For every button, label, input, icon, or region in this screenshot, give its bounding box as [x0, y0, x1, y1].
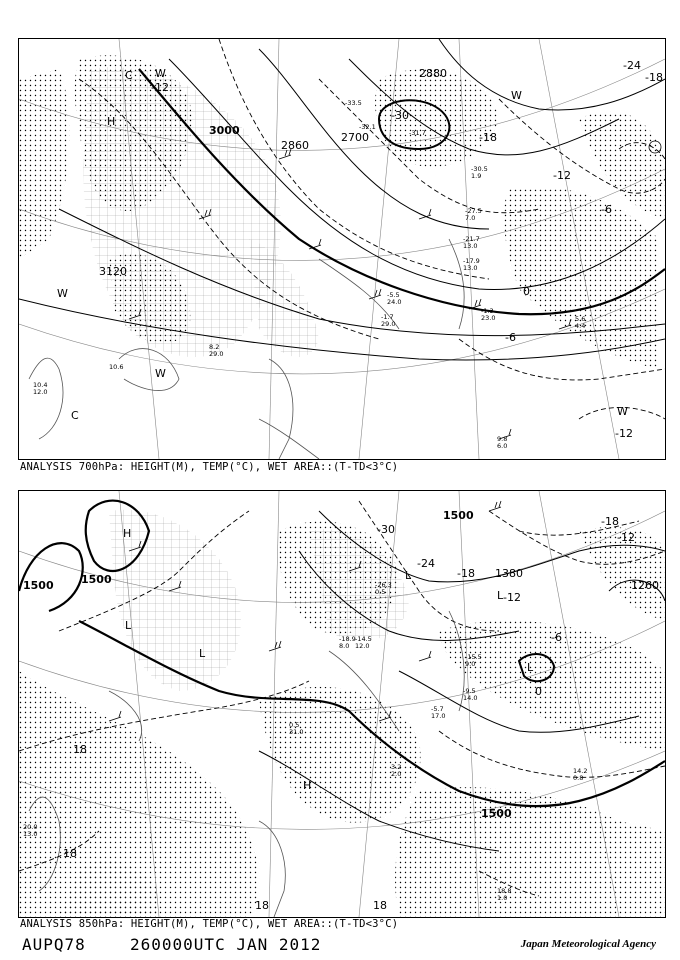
obs-value: 20.0: [23, 823, 38, 831]
obs-value: 1.9: [471, 172, 482, 180]
obs-value: 0.5: [375, 588, 386, 596]
map-700hpa-svg: [19, 39, 665, 459]
system-marker: W: [155, 67, 166, 80]
obs-value: 10.4: [33, 381, 48, 389]
height-label: 1380: [495, 567, 523, 580]
caption-700hpa: ANALYSIS 700hPa: HEIGHT(M), TEMP(°C), WET AREA::(T-TD<3°C): [20, 461, 399, 473]
temp-label: -6: [551, 631, 562, 644]
temp-label: -12: [503, 591, 521, 604]
obs-value: 13.0: [23, 830, 38, 838]
height-label: 2880: [419, 67, 447, 80]
temp-label: -12: [615, 427, 633, 440]
height-label: 2860: [281, 139, 309, 152]
temp-label: -12: [151, 81, 169, 94]
temp-label: 0: [523, 285, 530, 298]
system-marker: L: [527, 661, 534, 674]
system-marker: W: [617, 405, 628, 418]
temp-label: -18: [601, 515, 619, 528]
temp-label: -18: [645, 71, 663, 84]
system-marker: C: [71, 409, 79, 422]
system-marker: L: [497, 589, 504, 602]
system-marker: H: [303, 779, 312, 792]
obs-value: -17.9: [463, 257, 480, 265]
obs-value: -33.5: [345, 99, 362, 107]
obs-value: -26.3: [375, 581, 392, 589]
map-850hpa-svg: [19, 491, 665, 917]
temp-label: -12: [617, 531, 635, 544]
temp-label: 18: [255, 899, 269, 912]
obs-value: -27.5: [465, 207, 482, 215]
temp-label: 0: [535, 685, 542, 698]
height-label: 1500: [443, 509, 474, 522]
bulletin-code: AUPQ78: [22, 935, 86, 954]
obs-value: 13.0: [463, 242, 478, 250]
obs-value: -5.5: [387, 291, 400, 299]
obs-value: 0.5: [289, 721, 300, 729]
system-marker: L: [405, 569, 412, 582]
temp-label: -24: [417, 557, 435, 570]
obs-value: -14.5: [355, 635, 372, 643]
obs-value: 13.0: [463, 264, 478, 272]
map-panel-850hpa: [18, 490, 666, 918]
temp-label: -6: [601, 203, 612, 216]
obs-value: 17.0: [431, 712, 446, 720]
temp-label: 18: [73, 743, 87, 756]
obs-value: 4.4: [575, 322, 586, 330]
obs-value: 14.2: [573, 767, 588, 775]
height-label: 1500: [81, 573, 112, 586]
obs-value: 6.0: [497, 442, 508, 450]
obs-value: -21.7: [463, 235, 480, 243]
obs-value: 0.8: [573, 774, 584, 782]
obs-value: 9.0: [465, 660, 476, 668]
system-marker: H: [107, 115, 116, 128]
height-label: 1260: [631, 579, 659, 592]
height-label: 3120: [99, 265, 127, 278]
obs-value: -31.7: [409, 129, 426, 137]
obs-value: -30.5: [471, 165, 488, 173]
temp-label: -30: [377, 523, 395, 536]
obs-value: 29.0: [209, 350, 224, 358]
obs-value: 8.0: [339, 642, 350, 650]
temp-label: 18: [63, 847, 77, 860]
temp-label: -24: [623, 59, 641, 72]
height-label: 1500: [481, 807, 512, 820]
obs-value: 5.6: [575, 315, 586, 323]
temp-label: -30: [391, 109, 409, 122]
obs-value: 18.8: [497, 887, 512, 895]
obs-value: -5.7: [431, 705, 444, 713]
temp-label: -18: [457, 567, 475, 580]
obs-value: 3.2: [391, 763, 402, 771]
obs-value: 10.6: [109, 363, 124, 371]
system-marker: W: [511, 89, 522, 102]
obs-value: -1.3: [481, 307, 494, 315]
obs-value: 9.8: [497, 435, 508, 443]
obs-value: -9.5: [463, 687, 476, 695]
system-marker: W: [57, 287, 68, 300]
obs-value: 12.0: [355, 642, 370, 650]
temp-label: -6: [505, 331, 516, 344]
agency-name: Japan Meteorological Agency: [520, 938, 656, 950]
chart-footer: [20, 933, 660, 957]
system-marker: C: [125, 69, 133, 82]
temp-label: -12: [553, 169, 571, 182]
system-marker: W: [155, 367, 166, 380]
analysis-time: 260000UTC JAN 2012: [130, 935, 322, 954]
obs-value: 14.0: [463, 694, 478, 702]
obs-value: -32.1: [359, 123, 376, 131]
obs-value: 23.0: [481, 314, 496, 322]
system-marker: L: [125, 619, 132, 632]
obs-value: 7.0: [465, 214, 476, 222]
obs-value: 2.0: [391, 770, 402, 778]
caption-850hpa: ANALYSIS 850hPa: HEIGHT(M), TEMP(°C), WET AREA::(T-TD<3°C): [20, 918, 399, 930]
obs-value: 29.0: [381, 320, 396, 328]
system-marker: H: [123, 527, 132, 540]
obs-value: -18.9: [339, 635, 356, 643]
obs-value: -15.5: [465, 653, 482, 661]
obs-value: 1.0: [497, 894, 508, 902]
obs-value: 8.2: [209, 343, 220, 351]
height-label: 3000: [209, 124, 240, 137]
obs-value: 24.0: [387, 298, 402, 306]
obs-value: 12.0: [33, 388, 48, 396]
obs-value: -1.7: [381, 313, 394, 321]
system-marker: L: [199, 647, 206, 660]
map-panel-700hpa: [18, 38, 666, 460]
height-label: 1500: [23, 579, 54, 592]
obs-value: 31.0: [289, 728, 304, 736]
height-label: 2700: [341, 131, 369, 144]
temp-label: -18: [479, 131, 497, 144]
temp-label: 18: [373, 899, 387, 912]
